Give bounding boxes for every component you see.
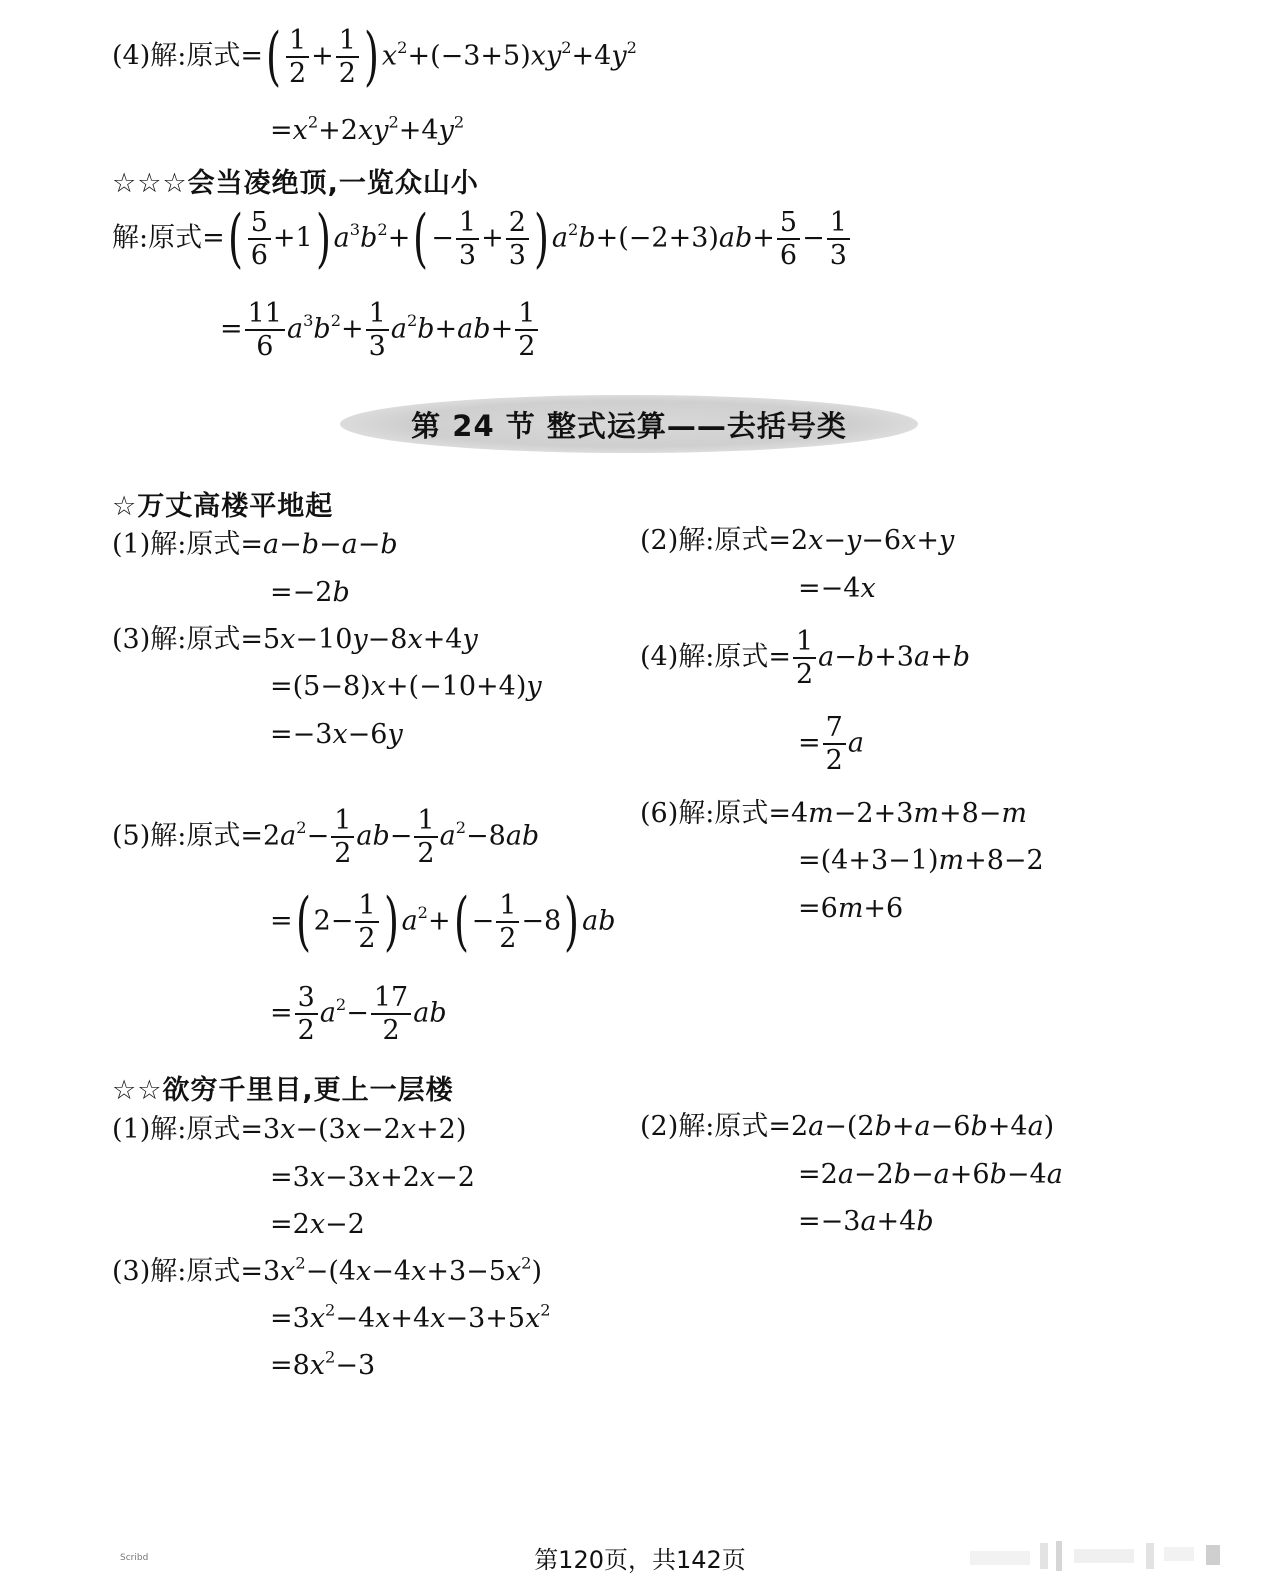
ex2-1-line-2: =3x−3x+2x−2 (270, 1162, 475, 1193)
page-footer: 第120页，共142页 (534, 1546, 746, 1574)
label: (4)解:原式= (112, 40, 263, 72)
ex1-5-line-3: = $\frac{3}{2}$ $a^2-$ $\frac{17}{2}$ ab (270, 982, 447, 1047)
tiny-watermark: Scribd (120, 1553, 149, 1563)
ex2-2-line-1: (2)解:原式=2a−(2b+a−6b+4a) (640, 1111, 1055, 1142)
ex1-4-line-1: (4)解:原式= $\frac{1}{2}$ a−b+3a+b (640, 626, 971, 691)
ex2-3-line-1: (3)解:原式$=3x^2-(4x-4x+3-5x^2)$ (112, 1253, 543, 1287)
ex1-6-line-1: (6)解:原式=4m−2+3m+8−m (640, 798, 1028, 829)
ex2-3-line-3: $=8x^2-3$ (270, 1347, 376, 1381)
ex2-2-line-3: =−3a+4b (798, 1206, 934, 1237)
exercise-4-line-1: (4)解:原式=( $\frac{1}{2}$ + $\frac{1}{2}$ ) $x^2+(-3+5)xy^2+4y^2$ (112, 20, 637, 95)
ex2-1-line-3: =2x−2 (270, 1209, 365, 1240)
ex1-2-line-1: (2)解:原式=2x−y−6x+y (640, 525, 955, 556)
ex1-5-line-1: (5)解:原式$=2a^2-$ $\frac{1}{2}$ ab− $\frac{1}{2}$ $a^2-8ab$ (112, 805, 540, 870)
three-star-line-1: 解:原式=( $\frac{5}{6}$ +1) $a^3b^2+$( − $\frac{1}{3}$ + $\frac{2}{3}$ ) $a^2b+(-2+3)ab+$ $\frac{5}{6}$ − $\frac{1}{3}$ (112, 207, 852, 271)
section-heading-one-star: ☆万丈高楼平地起 (112, 491, 334, 522)
ex1-3-line-3: =−3x−6y (270, 719, 403, 750)
ex1-5-line-2: =( 2− $\frac{1}{2}$ ) $a^2+$( − $\frac{1}{2}$ −8) ab (270, 885, 616, 960)
ex1-3-line-2: =(5−8)x+(−10+4)y (270, 671, 542, 702)
ex2-1-line-1: (1)解:原式=3x−(3x−2x+2) (112, 1114, 467, 1145)
ex1-1-line-1: (1)解:原式=a−b−a−b (112, 529, 398, 560)
ex2-2-line-2: =2a−2b−a+6b−4a (798, 1159, 1063, 1190)
ex1-6-line-2: =(4+3−1)m+8−2 (798, 845, 1044, 876)
three-star-line-2: = $\frac{11}{6}$ $a^3b^2+$ $\frac{1}{3}$ $a^2b+ab+$ $\frac{1}{2}$ (220, 298, 540, 362)
ex1-1-line-2: =−2b (270, 577, 350, 608)
ex1-6-line-3: =6m+6 (798, 893, 904, 924)
section-heading-two-star: ☆☆欲穷千里目,更上一层楼 (112, 1075, 454, 1106)
ex1-3-line-1: (3)解:原式=5x−10y−8x+4y (112, 624, 478, 655)
section-heading-three-star: ☆☆☆会当凌绝顶,一览众山小 (112, 168, 479, 199)
ex2-3-line-2: $=3x^2-4x+4x-3+5x^2$ (270, 1300, 551, 1334)
exercise-4-line-2: $=x^2+2xy^2+4y^2$ (270, 112, 465, 146)
ex1-4-line-2: = $\frac{7}{2}$ a (798, 712, 864, 777)
banner-title: 第 24 节 整式运算——去括号类 (411, 408, 847, 443)
ex1-2-line-2: =−4x (798, 573, 876, 604)
section-banner (340, 395, 918, 453)
